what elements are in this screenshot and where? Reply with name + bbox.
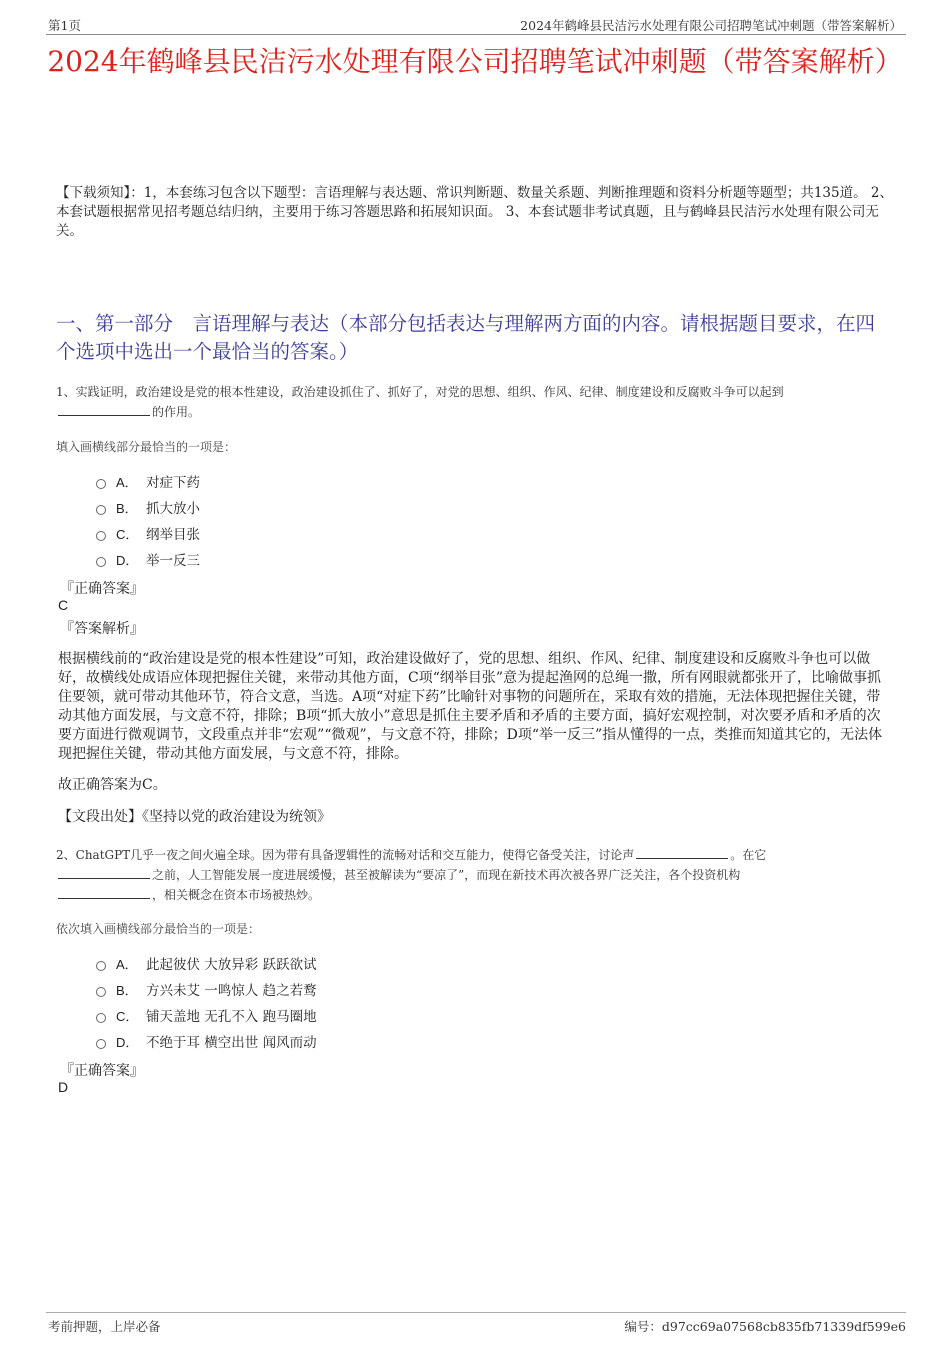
question-1-options — [96, 468, 200, 572]
radio-icon[interactable] — [96, 1013, 106, 1023]
page-number: 第1页 — [48, 18, 81, 33]
answer-blank — [636, 847, 728, 859]
section-title: 一、第一部分 言语理解与表达（本部分包括表达与理解两方面的内容。请根据题目要求，在四个选项中选出一个最恰当的答案。） — [56, 312, 876, 363]
answer-blank — [58, 404, 150, 416]
option-b[interactable]: B． 抓大放小 — [96, 494, 200, 520]
radio-icon[interactable] — [96, 479, 106, 489]
question-1-stem-tail: 的作用。 — [152, 405, 201, 419]
answer-blank — [58, 887, 150, 899]
answer-analysis: 根据横线前的“政治建设是党的根本性建设”可知，政治建设做好了，党的思想、组织、作风、纪律、制度建设和反腐败斗争也可以做好，故横线处成语应体现把握住关键，来带动其他方面，C项“纲举目张”意为提起渔网的总绳一撒，所有网眼就都张开了，比喻做事抓住要领，就可带动其他环节，符合文意，当选。A项“对症下药”比喻针对事物的问题所在，采取有效的措施，无法体现把握住关键，带动其他方面发展，与文意不符，排除；B项“抓大放小”意思是抓住主要矛盾和矛盾的主要方面，搞好宏观控制，对次要矛盾和矛盾的次要方面进行微观调节，文段重点并非“宏观”“微观”，与文意不符，排除；D项“举一反三”指从懂得的一点，类推而知道其它的，无法体现把握住关键，带动其他方面发展，与文意不符，排除。 — [58, 651, 883, 762]
page-footer — [46, 1312, 906, 1335]
analysis-label: 『答案解析』 — [60, 621, 144, 637]
document-serial: 编号：d97cc69a07568cb835fb71339df599e6 — [624, 1319, 906, 1334]
question-1-stem-text: 1、实践证明，政治建设是党的根本性建设，政治建设抓住了、抓好了，对党的思想、组织、作风、纪律、制度建设和反腐败斗争可以起到 — [56, 385, 784, 399]
question-2-options — [96, 950, 317, 1054]
header-doc-title: 2024年鹤峰县民洁污水处理有限公司招聘笔试冲刺题（带答案解析） — [520, 18, 902, 33]
radio-icon[interactable] — [96, 531, 106, 541]
question-2-stem-text: 2、ChatGPT几乎一夜之间火遍全球。因为带有具备逻辑性的流畅对话和交互能力，使得它备受关注，讨论声 — [56, 848, 635, 862]
radio-icon[interactable] — [96, 987, 106, 997]
page-header — [46, 14, 906, 35]
footer-slogan: 考前押题，上岸必备 — [48, 1319, 161, 1334]
option-c[interactable]: C． 纲举目张 — [96, 520, 200, 546]
option-c[interactable]: C． 铺天盖地 无孔不入 跑马圈地 — [96, 1002, 317, 1028]
radio-icon[interactable] — [96, 961, 106, 971]
document-title: 2024年鹤峰县民洁污水处理有限公司招聘笔试冲刺题（带答案解析） — [47, 45, 903, 78]
option-d[interactable]: D． 不绝于耳 横空出世 闻风而动 — [96, 1028, 317, 1054]
option-d[interactable]: D． 举一反三 — [96, 546, 200, 572]
radio-icon[interactable] — [96, 1039, 106, 1049]
download-notice: 【下载须知】：1，本套练习包含以下题型：言语理解与表达题、常识判断题、数量关系题、判断推理题和资料分析题等题型；共135道。 2、本套试题根据常见招考题总结归纳，主要用于练习答题思路和拓展知识面。 3、本套试题非考试真题，且与鹤峰县民洁污水处理有限公司无关。 — [56, 185, 893, 239]
text-source: 【文段出处】《坚持以党的政治建设为统领》 — [58, 809, 331, 825]
question-1-prompt: 填入画横线部分最恰当的一项是： — [56, 440, 237, 454]
radio-icon[interactable] — [96, 505, 106, 515]
correct-answer-label: 『正确答案』 — [60, 581, 144, 597]
option-b[interactable]: B． 方兴未艾 一鸣惊人 趋之若鹜 — [96, 976, 317, 1002]
radio-icon[interactable] — [96, 557, 106, 567]
correct-answer: D — [58, 1079, 69, 1095]
question-2-prompt: 依次填入画横线部分最恰当的一项是： — [56, 922, 261, 936]
correct-answer: C — [58, 597, 69, 613]
question-2-stem: 2、ChatGPT几乎一夜之间火遍全球。因为带有具备逻辑性的流畅对话和交互能力，使得它备受关注，讨论声 。在它 之前，人工智能发展一度进展缓慢，甚至被解读为“要凉了”，而现在新技术再次被各界广泛关注，各个投资机构 ，相关概念在资本市场被热炒。 — [56, 848, 767, 902]
question-1-stem — [56, 382, 890, 422]
correct-answer-label: 『正确答案』 — [60, 1063, 144, 1079]
option-a[interactable]: A． 对症下药 — [96, 468, 200, 494]
option-a[interactable]: A． 此起彼伏 大放异彩 跃跃欲试 — [96, 950, 317, 976]
answer-blank — [58, 867, 150, 879]
answer-conclusion: 故正确答案为C。 — [58, 777, 167, 793]
